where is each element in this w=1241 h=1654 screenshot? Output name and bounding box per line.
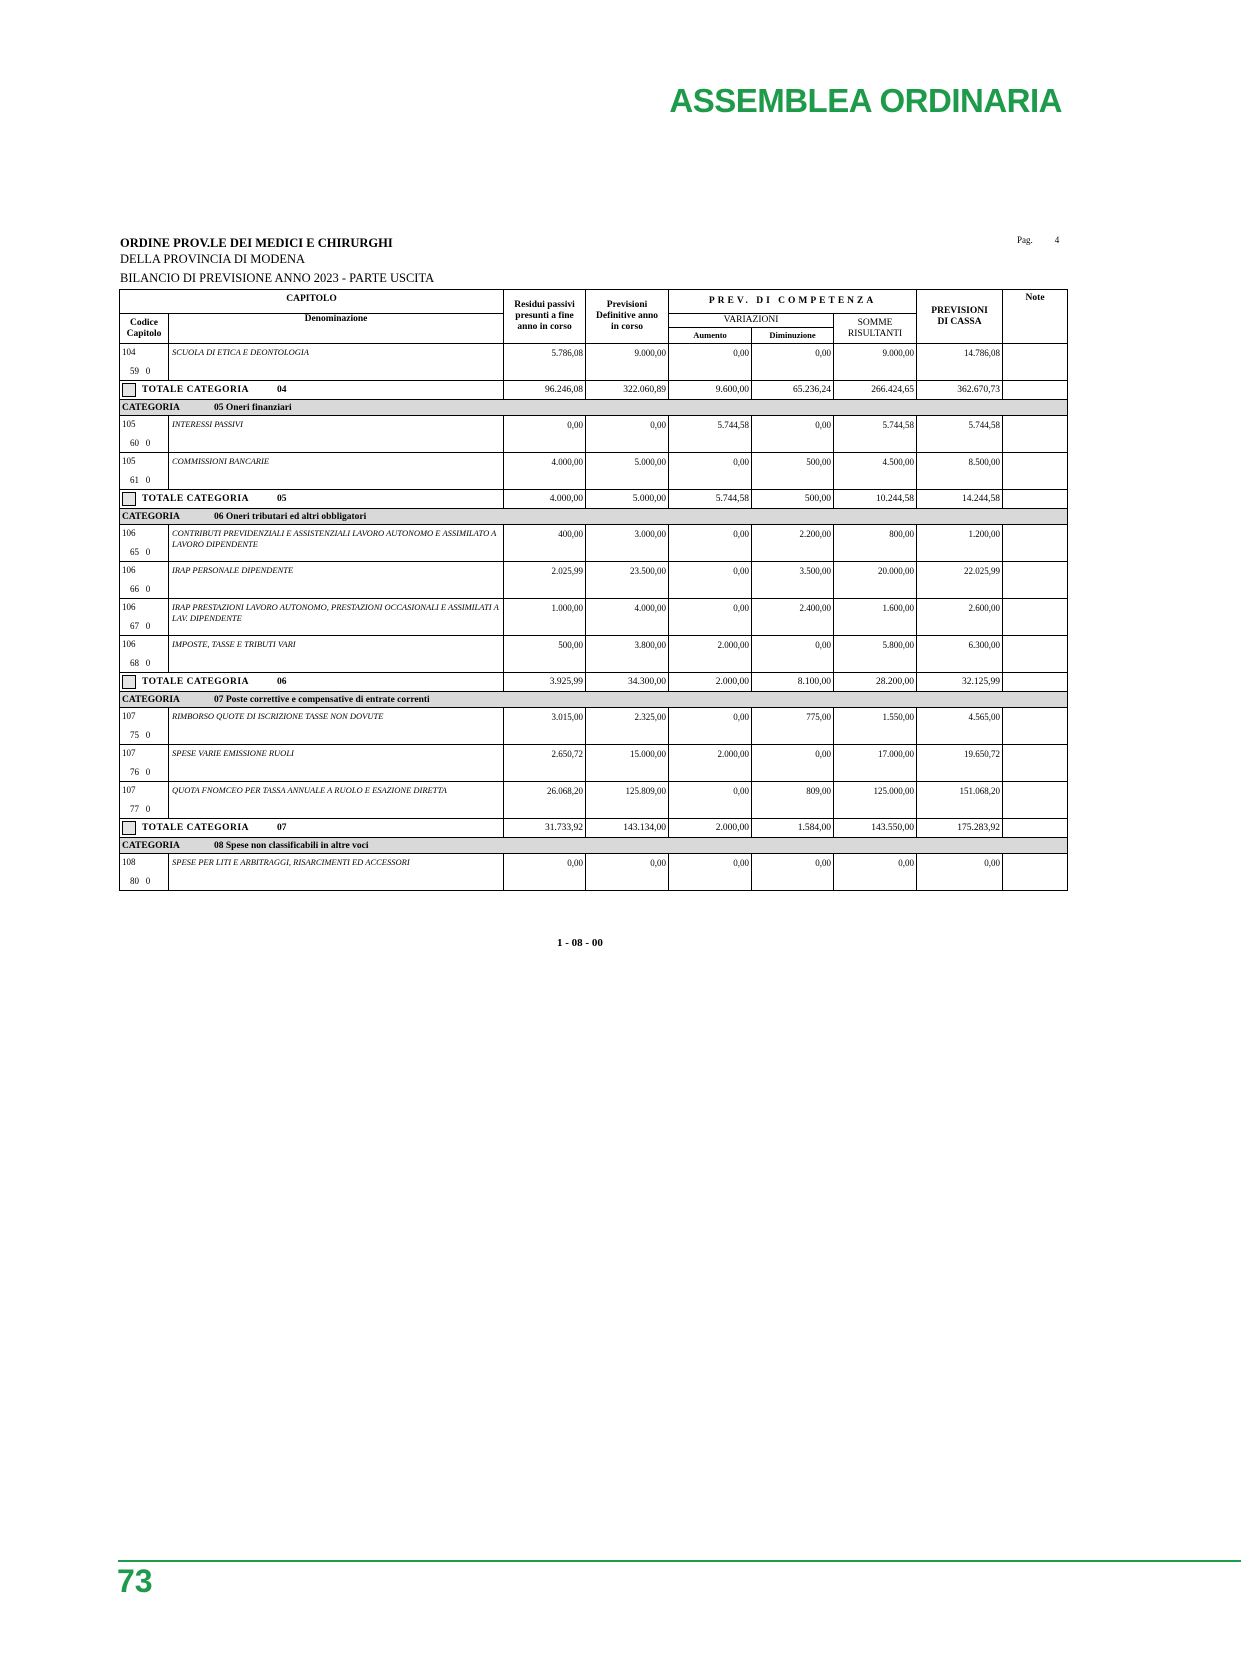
note-cell xyxy=(1003,819,1068,838)
codice-capitolo: 105 60 0 xyxy=(120,416,169,453)
table-row xyxy=(120,562,1068,599)
page-indicator-number: 4 xyxy=(1054,235,1060,245)
aumento-total: 2.000,00 xyxy=(669,819,752,838)
totale-label: TOTALE CATEGORIA 05 xyxy=(120,490,504,509)
residui-cell: 26.068,20 xyxy=(504,782,586,819)
note-cell xyxy=(1003,782,1068,819)
somme-total: 143.550,00 xyxy=(834,819,917,838)
denominazione-cell: INTERESSI PASSIVI xyxy=(169,416,504,453)
categoria-label: CATEGORIA 06 Oneri tributari ed altri obbligatori xyxy=(120,509,1068,525)
residui-total: 3.925,99 xyxy=(504,673,586,692)
categoria-row xyxy=(120,400,1068,416)
aumento-header: Aumento xyxy=(669,328,752,344)
codice-capitolo: 106 67 0 xyxy=(120,599,169,636)
page-title: ASSEMBLEA ORDINARIA xyxy=(669,82,1062,119)
categoria-label: CATEGORIA 08 Spese non classificabili in altre voci xyxy=(120,838,1068,854)
cassa-cell: 1.200,00 xyxy=(917,525,1003,562)
totale-row xyxy=(120,381,1068,400)
codice-capitolo: 105 61 0 xyxy=(120,453,169,490)
cassa-cell: 22.025,99 xyxy=(917,562,1003,599)
previsioni-cell: 9.000,00 xyxy=(586,344,669,381)
totale-row xyxy=(120,490,1068,509)
previsioni-cell: 5.000,00 xyxy=(586,453,669,490)
previsioni-header: Previsioni Definitive anno in corso xyxy=(586,290,669,344)
codice-capitolo: 106 66 0 xyxy=(120,562,169,599)
note-cell xyxy=(1003,562,1068,599)
previsioni-cell: 4.000,00 xyxy=(586,599,669,636)
note-cell xyxy=(1003,854,1068,891)
diminuzione-total: 65.236,24 xyxy=(752,381,834,400)
cassa-total: 175.283,92 xyxy=(917,819,1003,838)
previsioni-cell: 3.800,00 xyxy=(586,636,669,673)
somme-cell: 800,00 xyxy=(834,525,917,562)
diminuzione-cell: 0,00 xyxy=(752,344,834,381)
note-cell xyxy=(1003,636,1068,673)
denominazione-cell: RIMBORSO QUOTE DI ISCRIZIONE TASSE NON DOVUTE xyxy=(169,708,504,745)
denominazione-cell: IRAP PRESTAZIONI LAVORO AUTONOMO, PRESTAZIONI OCCASIONALI E ASSIMILATI A LAV. DIPENDENTE xyxy=(169,599,504,636)
somme-total: 10.244,58 xyxy=(834,490,917,509)
aumento-cell: 0,00 xyxy=(669,525,752,562)
page-indicator-label: Pag. xyxy=(1017,235,1033,245)
residui-cell: 5.786,08 xyxy=(504,344,586,381)
codice-capitolo: 108 80 0 xyxy=(120,854,169,891)
aumento-total: 2.000,00 xyxy=(669,673,752,692)
somme-cell: 4.500,00 xyxy=(834,453,917,490)
previsioni-cell: 3.000,00 xyxy=(586,525,669,562)
previsioni-cell: 15.000,00 xyxy=(586,745,669,782)
residui-cell: 0,00 xyxy=(504,854,586,891)
residui-cell: 2.025,99 xyxy=(504,562,586,599)
cassa-cell: 0,00 xyxy=(917,854,1003,891)
previsioni-cassa-header: PREVISIONI DI CASSA xyxy=(917,290,1003,344)
aumento-cell: 0,00 xyxy=(669,854,752,891)
note-cell xyxy=(1003,381,1068,400)
cassa-cell: 6.300,00 xyxy=(917,636,1003,673)
cassa-total: 14.244,58 xyxy=(917,490,1003,509)
table-row xyxy=(120,782,1068,819)
cassa-cell: 8.500,00 xyxy=(917,453,1003,490)
denominazione-cell: SPESE VARIE EMISSIONE RUOLI xyxy=(169,745,504,782)
capitolo-header: CAPITOLO xyxy=(120,290,504,314)
cassa-cell: 5.744,58 xyxy=(917,416,1003,453)
somme-cell: 125.000,00 xyxy=(834,782,917,819)
diminuzione-cell: 775,00 xyxy=(752,708,834,745)
cassa-cell: 19.650,72 xyxy=(917,745,1003,782)
denominazione-cell: IMPOSTE, TASSE E TRIBUTI VARI xyxy=(169,636,504,673)
checkbox-icon[interactable] xyxy=(122,675,136,689)
note-cell xyxy=(1003,344,1068,381)
residui-total: 31.733,92 xyxy=(504,819,586,838)
diminuzione-cell: 0,00 xyxy=(752,636,834,673)
categoria-row xyxy=(120,509,1068,525)
codice-capitolo: 104 59 0 xyxy=(120,344,169,381)
note-cell xyxy=(1003,599,1068,636)
note-cell xyxy=(1003,525,1068,562)
totale-label: TOTALE CATEGORIA 04 xyxy=(120,381,504,400)
note-header: Note xyxy=(1003,290,1068,344)
cassa-cell: 151.068,20 xyxy=(917,782,1003,819)
totale-row xyxy=(120,819,1068,838)
previsioni-total: 143.134,00 xyxy=(586,819,669,838)
section-code: 1 - 08 - 00 xyxy=(557,937,603,949)
aumento-cell: 0,00 xyxy=(669,344,752,381)
checkbox-icon[interactable] xyxy=(122,383,136,397)
cassa-cell: 4.565,00 xyxy=(917,708,1003,745)
note-cell xyxy=(1003,745,1068,782)
note-cell xyxy=(1003,416,1068,453)
table-row xyxy=(120,745,1068,782)
somme-cell: 1.600,00 xyxy=(834,599,917,636)
org-name: ORDINE PROV.LE DEI MEDICI E CHIRURGHI xyxy=(120,236,393,250)
footer-divider xyxy=(118,1560,1241,1562)
diminuzione-header: Diminuzione xyxy=(752,328,834,344)
codice-header: Codice Capitolo xyxy=(120,314,169,344)
codice-capitolo: 107 77 0 xyxy=(120,782,169,819)
residui-header: Residui passivi presunti a fine anno in corso xyxy=(504,290,586,344)
previsioni-total: 322.060,89 xyxy=(586,381,669,400)
table-row xyxy=(120,416,1068,453)
table-row xyxy=(120,599,1068,636)
totale-label: TOTALE CATEGORIA 06 xyxy=(120,673,504,692)
cassa-total: 362.670,73 xyxy=(917,381,1003,400)
residui-total: 4.000,00 xyxy=(504,490,586,509)
cassa-total: 32.125,99 xyxy=(917,673,1003,692)
denominazione-header: Denominazione xyxy=(169,314,504,344)
residui-total: 96.246,08 xyxy=(504,381,586,400)
residui-cell: 2.650,72 xyxy=(504,745,586,782)
residui-cell: 400,00 xyxy=(504,525,586,562)
note-cell xyxy=(1003,453,1068,490)
categoria-row xyxy=(120,692,1068,708)
somme-total: 28.200,00 xyxy=(834,673,917,692)
cassa-cell: 2.600,00 xyxy=(917,599,1003,636)
diminuzione-total: 8.100,00 xyxy=(752,673,834,692)
aumento-total: 9.600,00 xyxy=(669,381,752,400)
previsioni-total: 5.000,00 xyxy=(586,490,669,509)
variazioni-header: VARIAZIONI xyxy=(669,314,834,328)
previsioni-cell: 2.325,00 xyxy=(586,708,669,745)
categoria-label: CATEGORIA 05 Oneri finanziari xyxy=(120,400,1068,416)
aumento-cell: 0,00 xyxy=(669,708,752,745)
diminuzione-total: 500,00 xyxy=(752,490,834,509)
note-cell xyxy=(1003,708,1068,745)
diminuzione-cell: 500,00 xyxy=(752,453,834,490)
table-row xyxy=(120,854,1068,891)
somme-header: SOMME RISULTANTI xyxy=(834,314,917,344)
aumento-cell: 0,00 xyxy=(669,782,752,819)
somme-cell: 20.000,00 xyxy=(834,562,917,599)
diminuzione-cell: 3.500,00 xyxy=(752,562,834,599)
denominazione-cell: SCUOLA DI ETICA E DEONTOLOGIA xyxy=(169,344,504,381)
diminuzione-cell: 2.200,00 xyxy=(752,525,834,562)
table-row xyxy=(120,525,1068,562)
aumento-cell: 0,00 xyxy=(669,599,752,636)
prev-competenza-header: PREV. DI COMPETENZA xyxy=(669,290,917,314)
totale-label: TOTALE CATEGORIA 07 xyxy=(120,819,504,838)
note-cell xyxy=(1003,673,1068,692)
checkbox-icon[interactable] xyxy=(122,492,136,506)
previsioni-cell: 23.500,00 xyxy=(586,562,669,599)
aumento-cell: 0,00 xyxy=(669,453,752,490)
somme-cell: 17.000,00 xyxy=(834,745,917,782)
residui-cell: 4.000,00 xyxy=(504,453,586,490)
diminuzione-cell: 0,00 xyxy=(752,745,834,782)
somme-cell: 0,00 xyxy=(834,854,917,891)
codice-capitolo: 106 68 0 xyxy=(120,636,169,673)
denominazione-cell: SPESE PER LITI E ARBITRAGGI, RISARCIMENTI ED ACCESSORI xyxy=(169,854,504,891)
budget-table xyxy=(119,289,1068,891)
somme-cell: 1.550,00 xyxy=(834,708,917,745)
table-row xyxy=(120,636,1068,673)
categoria-row xyxy=(120,838,1068,854)
org-province: DELLA PROVINCIA DI MODENA xyxy=(120,252,306,266)
diminuzione-cell: 2.400,00 xyxy=(752,599,834,636)
residui-cell: 500,00 xyxy=(504,636,586,673)
aumento-cell: 2.000,00 xyxy=(669,745,752,782)
table-row xyxy=(120,453,1068,490)
aumento-cell: 0,00 xyxy=(669,562,752,599)
aumento-cell: 5.744,58 xyxy=(669,416,752,453)
somme-cell: 5.800,00 xyxy=(834,636,917,673)
table-row xyxy=(120,708,1068,745)
codice-capitolo: 107 75 0 xyxy=(120,708,169,745)
page-indicator xyxy=(1017,235,1059,245)
previsioni-total: 34.300,00 xyxy=(586,673,669,692)
somme-total: 266.424,65 xyxy=(834,381,917,400)
cassa-cell: 14.786,08 xyxy=(917,344,1003,381)
note-cell xyxy=(1003,490,1068,509)
aumento-total: 5.744,58 xyxy=(669,490,752,509)
categoria-label: CATEGORIA 07 Poste correttive e compensative di entrate correnti xyxy=(120,692,1068,708)
totale-row xyxy=(120,673,1068,692)
document-subtitle: BILANCIO DI PREVISIONE ANNO 2023 - PARTE USCITA xyxy=(120,271,435,285)
denominazione-cell: CONTRIBUTI PREVIDENZIALI E ASSISTENZIALI LAVORO AUTONOMO E ASSIMILATO A LAVORO DIPENDENTE xyxy=(169,525,504,562)
denominazione-cell: IRAP PERSONALE DIPENDENTE xyxy=(169,562,504,599)
diminuzione-total: 1.584,00 xyxy=(752,819,834,838)
denominazione-cell: COMMISSIONI BANCARIE xyxy=(169,453,504,490)
somme-cell: 9.000,00 xyxy=(834,344,917,381)
codice-capitolo: 107 76 0 xyxy=(120,745,169,782)
table-row xyxy=(120,344,1068,381)
residui-cell: 0,00 xyxy=(504,416,586,453)
denominazione-cell: QUOTA FNOMCEO PER TASSA ANNUALE A RUOLO E ESAZIONE DIRETTA xyxy=(169,782,504,819)
page-number: 73 xyxy=(117,1563,153,1599)
previsioni-cell: 0,00 xyxy=(586,416,669,453)
residui-cell: 3.015,00 xyxy=(504,708,586,745)
previsioni-cell: 125.809,00 xyxy=(586,782,669,819)
somme-cell: 5.744,58 xyxy=(834,416,917,453)
previsioni-cell: 0,00 xyxy=(586,854,669,891)
codice-capitolo: 106 65 0 xyxy=(120,525,169,562)
diminuzione-cell: 0,00 xyxy=(752,416,834,453)
residui-cell: 1.000,00 xyxy=(504,599,586,636)
diminuzione-cell: 0,00 xyxy=(752,854,834,891)
checkbox-icon[interactable] xyxy=(122,821,136,835)
aumento-cell: 2.000,00 xyxy=(669,636,752,673)
diminuzione-cell: 809,00 xyxy=(752,782,834,819)
